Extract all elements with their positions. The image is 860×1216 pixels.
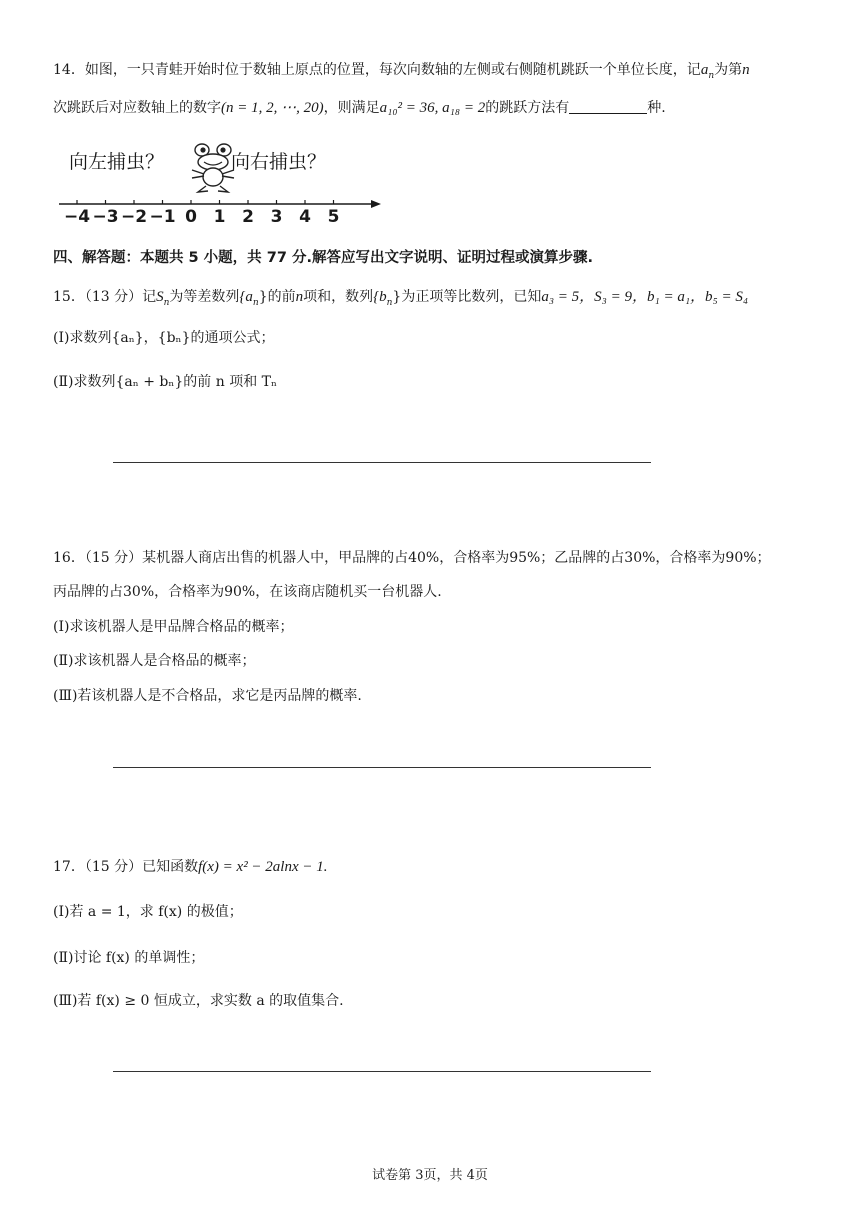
q14-var-a: a <box>700 62 709 78</box>
q15-stem-mid2: }的前 <box>258 289 296 305</box>
number-line-tick-label: 2 <box>242 207 254 227</box>
q14-text: 14．如图，一只青蛙开始时位于数轴上原点的位置，每次向数轴的左侧或右侧随机跳跃一个单位长度，记 <box>53 62 701 78</box>
q16-answer-line[interactable] <box>113 767 651 768</box>
q14-line2 <box>53 98 666 118</box>
q15-part1: (Ⅰ)求数列{aₙ}，{bₙ}的通项公式； <box>53 330 275 346</box>
q17-function: f(x) = x² − 2alnx − 1. <box>198 859 328 875</box>
q15-stem-mid1: 为等差数列 <box>169 289 240 305</box>
number-line-tick-label: 4 <box>299 207 311 227</box>
q14-answer-blank[interactable] <box>569 99 647 114</box>
number-line-tick-label: 5 <box>327 207 340 227</box>
q15-stem <box>53 287 748 313</box>
figure-left-text: 向左捕虫？ <box>69 151 165 173</box>
number-line-tick-label: −4 <box>63 207 91 227</box>
q17-part1: (Ⅰ)若 a = 1，求 f(x) 的极值； <box>53 904 243 920</box>
q15-part2: (Ⅱ)求数列{aₙ + bₙ}的前 n 项和 Tₙ <box>53 374 278 390</box>
q14-line2-text: 次跳跃后对应数轴上的数字 <box>53 100 221 116</box>
q14-line1 <box>53 60 750 86</box>
q15-var-s-sub: n <box>163 297 170 308</box>
q14-line2-post: 的跳跃方法有 <box>485 100 570 116</box>
number-line-figure <box>55 138 385 230</box>
figure-right-text: 向右捕虫？ <box>231 151 327 173</box>
q14-line2-mid: ，则满足 <box>323 100 380 116</box>
q17-answer-line[interactable] <box>113 1071 651 1072</box>
q15-stem-mid3: 项和，数列 <box>303 289 374 305</box>
q15-seq-a: {a <box>239 289 253 305</box>
q17-stem-pre: 17．（15 分）已知函数 <box>53 859 199 875</box>
q15-stem-mid4: }为正项等比数列，已知 <box>392 289 542 305</box>
q14-text-post: 为第 <box>714 62 743 78</box>
q14-line2-end: 种. <box>647 100 666 116</box>
number-line-tick-label: −3 <box>92 207 119 227</box>
q16-stem-line1: 16．（15 分）某机器人商店出售的机器人中，甲品牌的占40%，合格率为95%；乙品牌的占30%，合格率为90%； <box>53 550 771 566</box>
q15-var-n: n <box>295 289 304 305</box>
q15-var-s: S <box>156 289 164 305</box>
number-line-tick-label: 0 <box>185 207 197 227</box>
number-line-arrow-icon <box>371 200 381 208</box>
q16-part1: (Ⅰ)求该机器人是甲品牌合格品的概率； <box>53 619 294 635</box>
q14-range: (n = 1, 2, ⋯, 20) <box>221 100 324 116</box>
number-line-tick-label: −2 <box>120 207 148 227</box>
q17-part3: (Ⅲ)若 f(x) ≥ 0 恒成立，求实数 a 的取值集合. <box>53 993 344 1009</box>
q15-answer-line[interactable] <box>113 462 651 463</box>
q14-condition: a₁₀² = 36, a₁₈ = 2 <box>379 100 486 116</box>
q16-stem-line2: 丙品牌的占30%，合格率为90%，在该商店随机买一台机器人. <box>53 584 442 600</box>
q16-part3: (Ⅲ)若该机器人是不合格品，求它是丙品牌的概率. <box>53 688 362 704</box>
q17-stem <box>53 857 328 877</box>
q15-seq-b-sub: n <box>386 297 393 308</box>
q15-conditions: a₃ = 5，S₃ = 9，b₁ = a₁，b₅ = S₄ <box>541 289 749 305</box>
q15-seq-a-sub: n <box>252 297 259 308</box>
frog-icon <box>192 144 234 192</box>
number-line-tick-label: 1 <box>213 207 226 227</box>
page-footer: 试卷第 3页，共 4页 <box>372 1168 488 1183</box>
q15-stem-pre: 15．（13 分）记 <box>53 289 157 305</box>
q14-var-n: n <box>742 62 750 78</box>
q14-var-a-sub: n <box>708 70 715 81</box>
q17-part2: (Ⅱ)讨论 f(x) 的单调性； <box>53 950 205 966</box>
number-line-tick-label: −1 <box>149 207 176 227</box>
section4-heading: 四、解答题：本题共 5 小题，共 77 分.解答应写出文字说明、证明过程或演算步骤. <box>53 250 593 266</box>
q16-part2: (Ⅱ)求该机器人是合格品的概率； <box>53 653 256 669</box>
number-line-tick-label: 3 <box>270 207 283 227</box>
q15-seq-b: {b <box>373 289 387 305</box>
